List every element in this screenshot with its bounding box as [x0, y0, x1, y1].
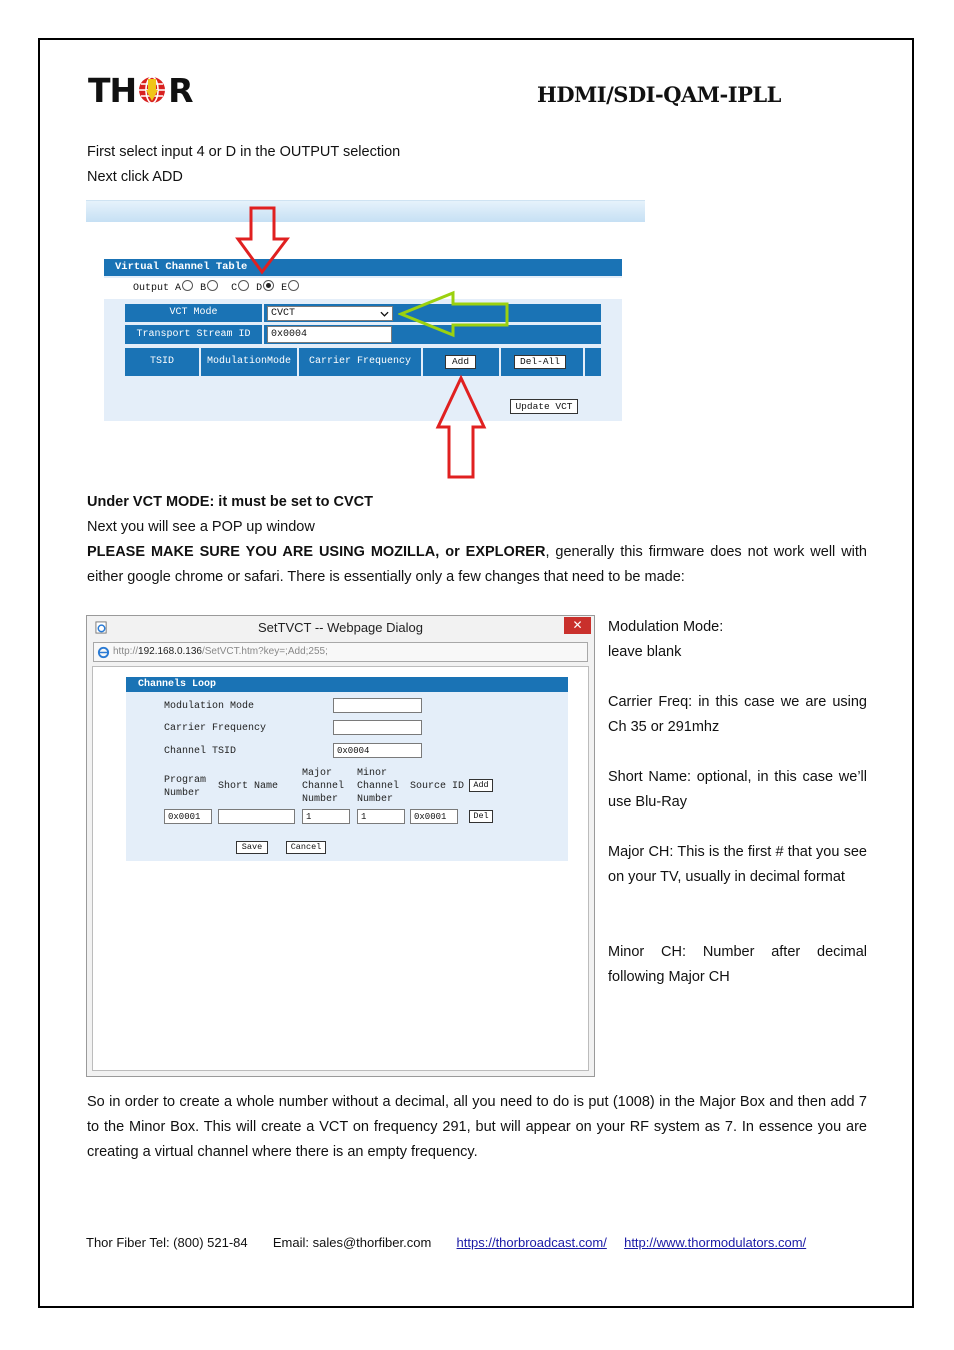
note-major: Major CH: This is the first # that you see on your TV, usually in decimal format [608, 844, 867, 885]
output-d-label: D [256, 283, 263, 294]
cancel-button[interactable]: Cancel [286, 841, 326, 854]
carrier-frequency-input[interactable] [333, 720, 422, 735]
intro-line-2: Next click ADD [87, 169, 183, 185]
update-vct-button[interactable]: Update VCT [510, 399, 578, 414]
note-minor: Minor CH: Number after decimal following Major CH [608, 944, 867, 985]
minor-channel-input[interactable]: 1 [357, 809, 405, 824]
output-label: Output [133, 283, 170, 294]
vct-table-title: Virtual Channel Table [104, 259, 622, 276]
major-channel-input[interactable]: 1 [302, 809, 350, 824]
channels-loop-panel [126, 677, 568, 861]
col-program-number: Program Number [164, 775, 207, 799]
loop-del-button[interactable]: Del [469, 810, 493, 823]
output-d-radio[interactable] [263, 280, 274, 291]
output-b-radio[interactable] [207, 280, 218, 291]
red-arrow-up-icon [435, 375, 487, 480]
url-bar[interactable] [93, 642, 588, 662]
output-c-label: C [231, 283, 238, 294]
add-button[interactable]: Add [445, 355, 476, 369]
col-major-channel: Major Channel Number [302, 768, 345, 805]
spacer-cell [585, 348, 601, 376]
ie-icon [97, 646, 110, 659]
browser-rest: , generally this firmware does not work well with either google chrome or safari. There is essentially only a few changes that need to be made: [87, 544, 867, 585]
virtual-channel-table [104, 259, 622, 421]
footer-email: Email: sales@thorfiber.com [272, 1235, 432, 1250]
col-source-id: Source ID [410, 781, 465, 792]
vct-mode-select[interactable] [267, 306, 393, 321]
popup-line: Next you will see a POP up window [87, 519, 315, 535]
footer-tel: Thor Fiber Tel: (800) 521-84 [86, 1235, 248, 1250]
browser-warning: PLEASE MAKE SURE YOU ARE USING MOZILLA, or EXPLORER [87, 544, 546, 560]
url-host: 192.168.0.136 [138, 646, 202, 657]
intro-line-1: First select input 4 or D in the OUTPUT selection [87, 144, 401, 160]
vct-mode-heading: Under VCT MODE: it must be set to CVCT [87, 494, 373, 510]
footer-link-thormodulators[interactable]: http://www.thormodulators.com/ [624, 1235, 807, 1250]
url-scheme: http:// [113, 646, 139, 657]
note-carrier: Carrier Freq: in this case we are using Ch 35 or 291mhz [608, 694, 867, 735]
doc-title: HDMI/SDI-QAM-IPLL [537, 82, 781, 107]
logo-text-left: TH [88, 70, 137, 110]
output-selector [104, 278, 622, 299]
output-e-radio[interactable] [288, 280, 299, 291]
loop-add-button[interactable]: Add [469, 779, 493, 792]
output-e-label: E [281, 283, 288, 294]
url-path: /SetVCT.htm?key=;Add;255; [201, 646, 328, 657]
dialog-body [92, 666, 589, 1071]
globe-icon [137, 75, 167, 105]
vct-mode-label: VCT Mode [125, 304, 262, 322]
thor-logo [88, 72, 193, 108]
output-c-radio[interactable] [238, 280, 249, 291]
closing-paragraph: So in order to create a whole number without a decimal, all you need to do is put (1008) in the Major Box and then add 7 to the Minor Box. This will create a VCT on frequency 291, but will appear on your RF system as 7. In essence you are creating a virtual channel where there is an empty frequency. [87, 1094, 867, 1160]
chevron-down-icon [380, 311, 389, 317]
vct-mode-value: CVCT [271, 308, 296, 319]
program-number-input[interactable]: 0x0001 [164, 809, 212, 824]
footer-link-thorbroadcast[interactable]: https://thorbroadcast.com/ [456, 1235, 607, 1250]
carrier-frequency-label: Carrier Frequency [164, 723, 267, 734]
logo-text-right: R [168, 70, 193, 110]
modulation-mode-label: Modulation Mode [164, 701, 255, 712]
dialog-title: SetTVCT -- Webpage Dialog [258, 620, 423, 635]
output-b-label: B [200, 283, 207, 294]
close-icon: ✕ [572, 618, 583, 632]
del-all-button[interactable]: Del-All [514, 355, 566, 369]
note-modulation: Modulation Mode: leave blank [608, 619, 724, 660]
modulation-mode-input[interactable] [333, 698, 422, 713]
green-arrow-left-icon [398, 290, 510, 338]
ts-id-input[interactable]: 0x0004 [267, 326, 392, 343]
footer [86, 1234, 806, 1252]
col-carrier: Carrier Frequency [299, 348, 421, 376]
close-button[interactable] [564, 617, 591, 634]
output-a-label: A [175, 283, 182, 294]
short-name-input[interactable] [218, 809, 295, 824]
ts-id-label: Transport Stream ID [125, 325, 262, 344]
col-short-name: Short Name [218, 781, 279, 792]
output-a-radio[interactable] [182, 280, 193, 291]
red-arrow-down-icon [235, 206, 290, 276]
settvct-dialog [86, 615, 595, 1077]
channel-tsid-label: Channel TSID [164, 746, 237, 757]
note-short-name: Short Name: optional, in this case we’ll use Blu-Ray [608, 769, 867, 810]
source-id-input[interactable]: 0x0001 [410, 809, 458, 824]
channels-loop-title: Channels Loop [126, 677, 568, 692]
col-tsid: TSID [125, 348, 199, 376]
screenshot-top-bar [86, 200, 645, 222]
browser-paragraph [87, 540, 867, 590]
col-minor-channel: Minor Channel Number [357, 768, 400, 805]
col-modulation: ModulationMode [201, 348, 297, 376]
save-button[interactable]: Save [236, 841, 268, 854]
channel-tsid-input[interactable]: 0x0004 [333, 743, 422, 758]
